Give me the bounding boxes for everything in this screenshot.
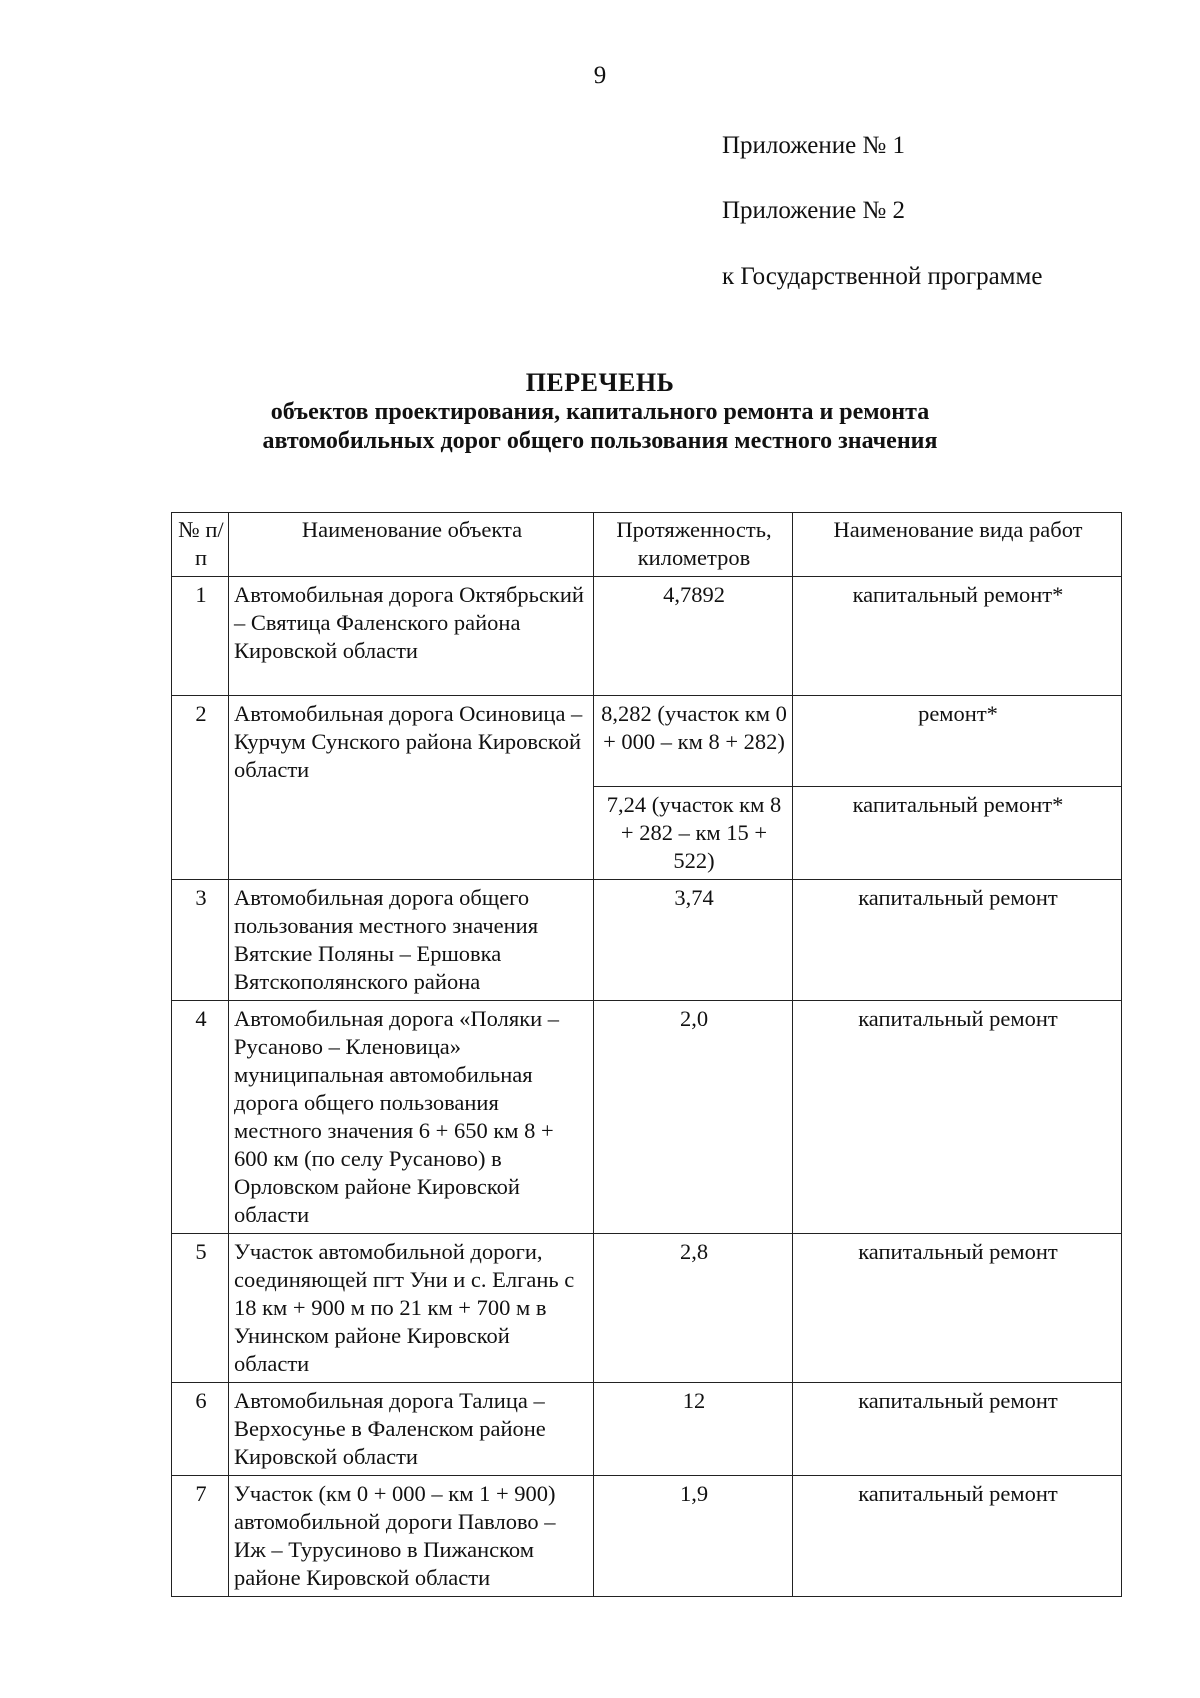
table-row (172, 1383, 1122, 1476)
title-line-2: автомобильных дорог общего пользования местного значения (262, 428, 938, 454)
table-row (172, 1001, 1122, 1234)
table-row (172, 696, 1122, 787)
table-row (172, 1234, 1122, 1383)
row-work: капитальный ремонт (793, 1383, 1122, 1476)
page-number: 9 (593, 62, 607, 89)
row-work: капитальный ремонт (793, 880, 1122, 1001)
row-work: капитальный ремонт (793, 1001, 1122, 1234)
row-length: 3,74 (594, 880, 793, 1001)
row-name: Автомобильная дорога Осиновица – Курчум Сунского района Кировской области (229, 696, 594, 880)
row-length: 2,0 (594, 1001, 793, 1234)
row-length: 1,9 (594, 1476, 793, 1597)
row-name: Автомобильная дорога Октябрьский – Святица Фаленского района Кировской области (229, 577, 594, 696)
row-name: Автомобильная дорога Талица – Верхосунье в Фаленском районе Кировской области (229, 1383, 594, 1476)
row-num: 1 (172, 577, 229, 696)
document-title (0, 368, 1200, 456)
appendix-line-1: Приложение № 1 (722, 132, 906, 159)
row-length: 8,282 (участок км 0 + 000 – км 8 + 282) (594, 696, 793, 787)
appendix-line-3: к Государственной программе (722, 263, 1043, 290)
table-header-row (172, 513, 1122, 577)
header-length: Протяженность, километров (594, 513, 793, 577)
row-length: 12 (594, 1383, 793, 1476)
row-work: капитальный ремонт* (793, 787, 1122, 880)
row-name: Автомобильная дорога «Поляки – Русаново – Кленовица» муниципальная автомобильная дорога общего пользования местного значения 6 + 650 км 8 + 600 км (по селу Русаново) в Орловском районе Кировской области (229, 1001, 594, 1234)
objects-table (171, 512, 1122, 1597)
header-name: Наименование объекта (229, 513, 594, 577)
row-num: 7 (172, 1476, 229, 1597)
row-work: капитальный ремонт (793, 1234, 1122, 1383)
row-num: 5 (172, 1234, 229, 1383)
table-row (172, 1476, 1122, 1597)
row-length: 7,24 (участок км 8 + 282 – км 15 + 522) (594, 787, 793, 880)
row-num: 4 (172, 1001, 229, 1234)
header-num: № п/п (172, 513, 229, 577)
row-num: 6 (172, 1383, 229, 1476)
row-name: Автомобильная дорога общего пользования местного значения Вятские Поляны – Ершовка Вятскополянского района (229, 880, 594, 1001)
row-work: капитальный ремонт* (793, 577, 1122, 696)
title-main: ПЕРЕЧЕНЬ (525, 368, 675, 397)
table-row (172, 880, 1122, 1001)
row-num: 2 (172, 696, 229, 880)
row-name: Участок (км 0 + 000 – км 1 + 900) автомобильной дороги Павлово – Иж – Турусиново в Пижанском районе Кировской области (229, 1476, 594, 1597)
header-work: Наименование вида работ (793, 513, 1122, 577)
row-work: капитальный ремонт (793, 1476, 1122, 1597)
table-row (172, 577, 1122, 696)
title-line-1: объектов проектирования, капитального ремонта и ремонта (270, 399, 930, 425)
row-length: 2,8 (594, 1234, 793, 1383)
row-length: 4,7892 (594, 577, 793, 696)
appendix-line-2: Приложение № 2 (722, 197, 906, 224)
row-name: Участок автомобильной дороги, соединяющей пгт Уни и с. Елгань с 18 км + 900 м по 21 км + 700 м в Унинском районе Кировской области (229, 1234, 594, 1383)
row-work: ремонт* (793, 696, 1122, 787)
row-num: 3 (172, 880, 229, 1001)
